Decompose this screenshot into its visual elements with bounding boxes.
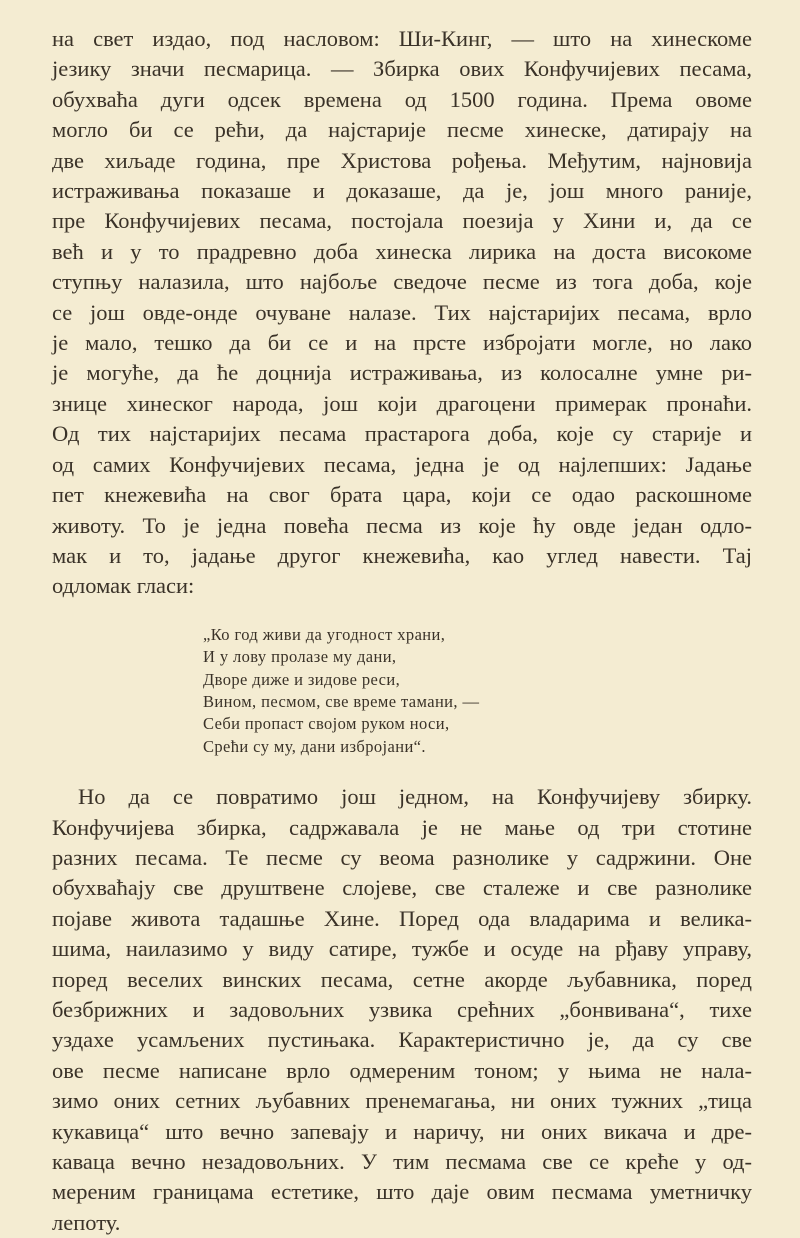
- text-line: поред веселих винских песама, сетне акорде љубавника, поред: [52, 966, 752, 992]
- text-line: ове песме написане врло одмереним тоном; у њима не нала-: [52, 1057, 752, 1083]
- text-line: истраживања показаше и доказаше, да је, још много раније,: [52, 178, 752, 204]
- text-line: мак и то, јадање другог кнежевића, као углед навести. Тај: [52, 542, 752, 568]
- text-line: је могуће, да ће доцнија истраживања, из колосалне умне ри-: [52, 360, 752, 386]
- text-line: одломак гласи:: [52, 573, 195, 599]
- text-line: знице хинеског народа, још који драгоцени примерак пронаћи.: [52, 390, 752, 416]
- text-line: Од тих најстаријих песама прастарога доба, које су старије и: [52, 421, 752, 447]
- text-line: обухваћа дуги одсек времена од 1500 година. Према овоме: [52, 86, 752, 112]
- text-line: мереним границама естетике, што даје овим песмама уметничку: [52, 1179, 752, 1205]
- poem-line: Себи пропаст својом руком носи,: [203, 714, 450, 734]
- text-line: ступњу налазила, што најбоље сведоче песме из тога доба, које: [52, 269, 752, 295]
- text-line: животу. То је једна повећа песма из које ћу овде један одло-: [52, 512, 752, 538]
- text-line: појаве живота тадашње Хине. Поред ода владарима и велика-: [52, 905, 752, 931]
- text-line: Но да се повратимо још једном, на Конфучијеву збирку.: [78, 784, 752, 810]
- text-line: лепоту.: [52, 1209, 121, 1235]
- poem-quotation: [203, 624, 752, 758]
- text-line: Конфучијева збирка, садржавала је не мање од три стотине: [52, 814, 752, 840]
- text-line: могло би се рећи, да најстарије песме хинеске, датирају на: [52, 117, 752, 143]
- text-line: зимо оних сетних љубавних пренемагања, ни оних тужних „тица: [52, 1088, 752, 1114]
- text-line: од самих Конфучијевих песама, једна је од најлепших: Јадање: [52, 451, 752, 477]
- paragraph-intro: [52, 24, 752, 602]
- poem-line: Вином, песмом, све време тамани, —: [203, 691, 480, 711]
- text-line: каваца вечно незадовољних. У тим песмама све се креће у од-: [52, 1149, 752, 1175]
- text-line: пре Конфучијевих песама, постојала поезија у Хини и, да се: [52, 208, 752, 234]
- text-line: језику значи песмарица. — Збирка ових Конфучијевих песама,: [52, 56, 752, 82]
- text-line: се још овде-онде очуване налазе. Тих најстаријих песама, врло: [52, 299, 752, 325]
- poem-line: И у лову пролазе му дани,: [203, 647, 397, 667]
- text-line: је мало, тешко да би се и на прсте избројати могле, но лако: [52, 330, 752, 356]
- text-line: на свет издао, под насловом: Ши-Кинг, — што на хинескоме: [52, 26, 752, 51]
- text-line: безбрижних и задовољних узвика срећних „бонвивана“, тихе: [52, 997, 752, 1022]
- paragraph-collection: [52, 782, 752, 1238]
- text-line: шима, наилазимо у виду сатире, тужбе и осуде на рђаву управу,: [52, 936, 752, 962]
- text-line: пет кнежевића на свог брата цара, који се одао раскошноме: [52, 482, 752, 508]
- text-line: обухваћају све друштвене слојеве, све сталеже и све разнолике: [52, 875, 752, 901]
- poem-line: Дворе диже и зидове реси,: [203, 669, 401, 689]
- poem-line: Срећи су му, дани избројани“.: [203, 736, 426, 756]
- text-line: уздахе усамљених пустињака. Карактеристично је, да су све: [52, 1027, 752, 1053]
- poem-line: „Ко год живи да угодност храни,: [203, 624, 446, 644]
- text-line: разних песама. Те песме су веома разнолике у садржини. Оне: [52, 844, 752, 870]
- text-line: кукавица“ што вечно запевају и наричу, ни оних викача и дре-: [52, 1118, 752, 1144]
- text-line: две хиљаде година, пре Христова рођења. Међутим, најновија: [52, 147, 752, 173]
- text-line: већ и у то прадревно доба хинеска лирика на доста високоме: [52, 238, 752, 264]
